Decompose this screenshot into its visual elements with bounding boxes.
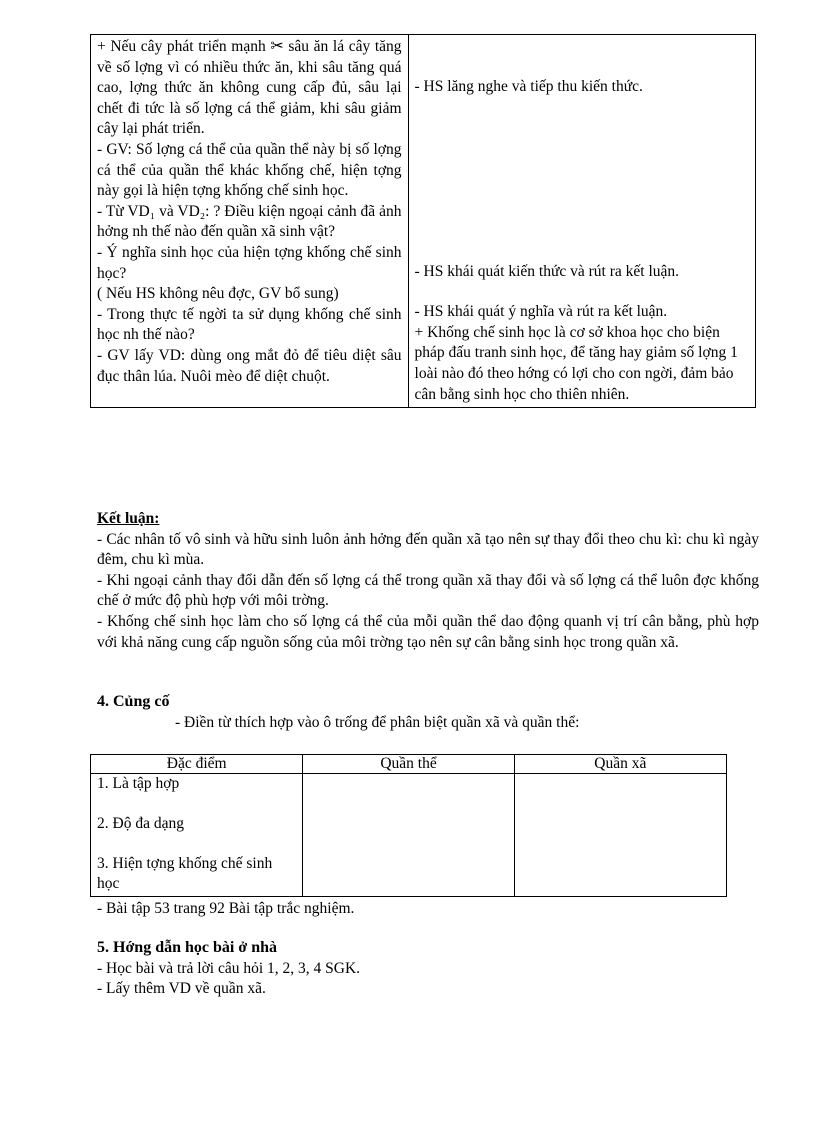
exercise-note: - Bài tập 53 trang 92 Bài tập trắc nghiệm.	[97, 900, 355, 917]
row-label: 2. Độ đa dạng	[97, 815, 184, 832]
teacher-activity-cell	[91, 35, 409, 408]
section-5-title: 5. Hớng dẫn học bài ở nhà	[97, 939, 277, 956]
paragraph: + Khống chế sinh học là cơ sở khoa học cho biện pháp đấu tranh sinh học, để tăng hay giảm số lợng 1 loài nào đó theo hớng có lợi cho con ngời, đảm bảo cân bằng sinh học cho thiên nhiên.	[414, 323, 738, 403]
paragraph: + Nếu cây phát triển mạnh ✂ sâu ăn lá cây tăng về số lợng vì có nhiều thức ăn, khi sâu tăng quá cao, lợng thức ăn không cung cấp đủ, sâu lại chết đi tức là số lợng cá thể giảm, khi sâu giảm cây lại phát triển.	[97, 38, 402, 138]
characteristics-cell	[91, 774, 303, 897]
paragraph: - HS khái quát ý nghĩa và rút ra kết luận.	[414, 303, 668, 321]
paragraph: - Trong thực tế ngời ta sử dụng khống chế sinh học nh thế nào?	[97, 305, 402, 344]
population-answer-cell[interactable]	[303, 774, 514, 897]
paragraph: - HS khái quát kiến thức và rút ra kết luận.	[414, 262, 680, 280]
section-4-instruction: - Điền từ thích hợp vào ô trống để phân biệt quần xã và quần thể:	[175, 713, 580, 731]
row-label: 1. Là tập hợp	[97, 775, 180, 792]
row-label: 3. Hiện tợng khống chế sinh học	[97, 855, 273, 892]
section-4	[97, 692, 759, 733]
conclusion-title: Kết luận:	[97, 510, 160, 527]
section-5	[97, 938, 759, 1000]
paragraph: - HS lăng nghe và tiếp thu kiến thức.	[414, 78, 643, 95]
paragraph: - GV lấy VD: dùng ong mắt đỏ để tiêu diệt sâu đục thân lúa. Nuôi mèo để diệt chuột.	[97, 346, 402, 385]
student-activity-cell	[408, 35, 755, 408]
paragraph: - Khi ngoại cảnh thay đổi dẫn đến số lợng cá thể trong quần xã thay đổi và số lợng cá thể luôn đợc khống chế ở mức độ phù hợp với môi trờng.	[97, 571, 759, 610]
paragraph: - Học bài và trả lời câu hỏi 1, 2, 3, 4 SGK.	[97, 959, 361, 977]
section-4-title: 4. Củng cố	[97, 693, 170, 710]
paragraph: - GV: Số lợng cá thể của quần thể này bị số lợng cá thể của quần thể khác khống chế, hiện tợng này gọi là hiện tợng khống chế sinh học.	[97, 140, 402, 200]
paragraph: - Từ VD₁ và VD₂: ? Điều kiện ngoại cảnh đã ảnh hởng nh thế nào đến quần xã sinh vật?	[97, 202, 402, 241]
paragraph: - Khống chế sinh học làm cho số lợng cá thể của mỗi quần thể dao động quanh vị trí cân bằng, phù hợp với khả năng cung cấp nguồn sống của môi trờng tạo nên sự cân bằng sinh học trong quần xã.	[97, 612, 759, 651]
scissors-icon: ✂	[270, 38, 284, 55]
conclusion-section	[97, 509, 759, 653]
community-answer-cell[interactable]	[514, 774, 726, 897]
paragraph: ( Nếu HS không nêu đợc, GV bổ sung)	[97, 285, 339, 303]
paragraph: - Ý nghĩa sinh học của hiện tợng khống chế sinh học?	[97, 243, 402, 282]
header-characteristic: Đặc điểm	[91, 755, 303, 774]
header-population: Quần thể	[303, 755, 514, 774]
paragraph: - Lấy thêm VD về quần xã.	[97, 980, 266, 998]
comparison-table	[90, 754, 727, 897]
activity-table	[90, 34, 756, 408]
paragraph: - Các nhân tố vô sinh và hữu sinh luôn ảnh hởng đến quần xã tạo nên sự thay đổi theo chu kì: chu kì ngày đêm, chu kì mùa.	[97, 530, 759, 569]
header-community: Quần xã	[514, 755, 726, 774]
